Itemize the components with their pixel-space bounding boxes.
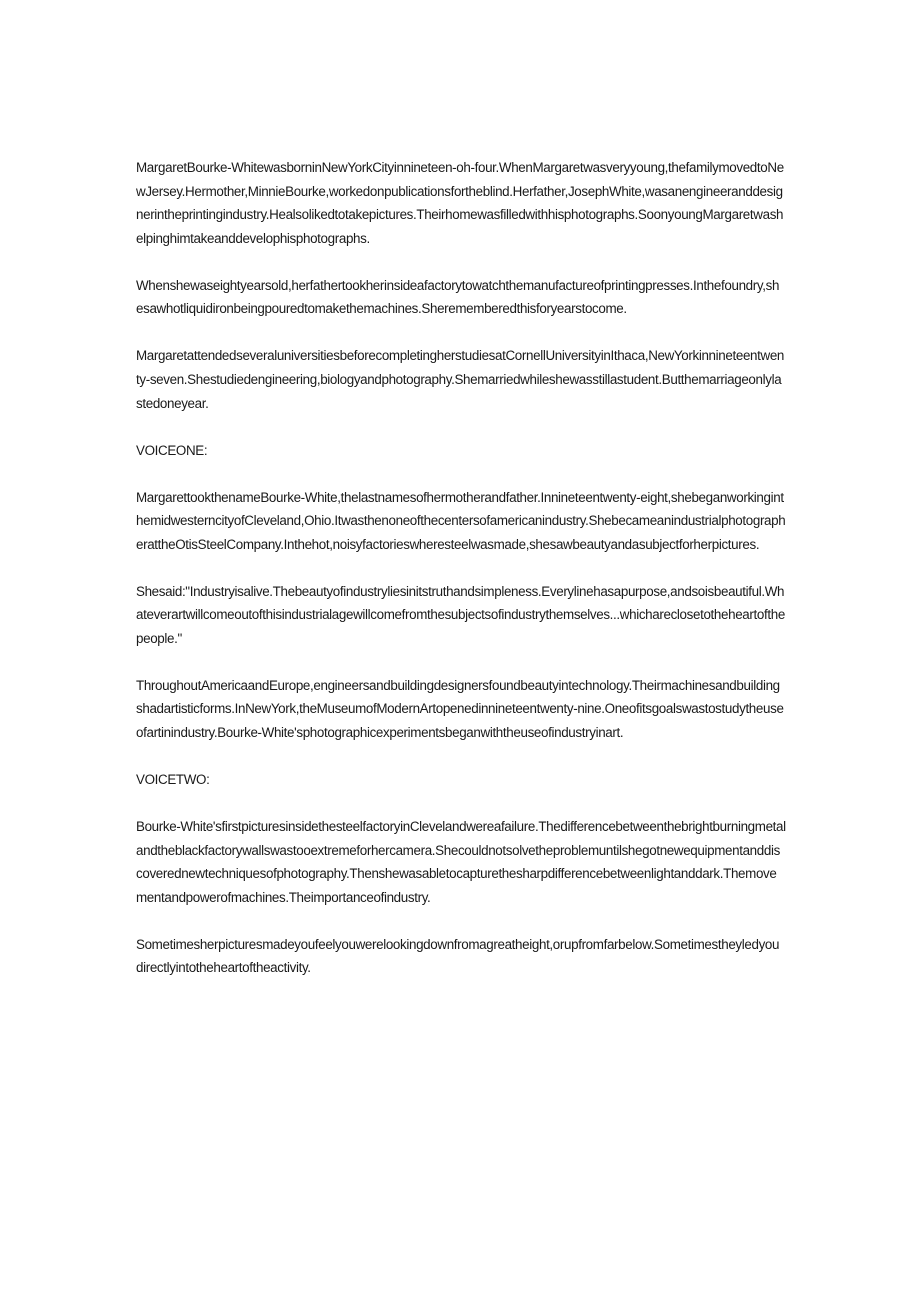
paragraph-birth: MargaretBourke-WhitewasborninNewYorkCityinnineteen-oh-four.WhenMargaretwasveryyoung,thefamilymovedtoNewJersey.Hermother,MinnieBourke,workedonpublicationsfortheblind.Herfather,JosephWhite,wasanengineeranddesignerintheprintingindustry.Healsolikedtotakepictures.Theirhomewasfilledwithhisphotographs.SoonyoungMargaretwashelpinghimtakeanddevelophisphotographs. bbox=[136, 160, 784, 246]
paragraph-perspective: Sometimesherpicturesmadeyoufeelyouwerelookingdownfromagreatheight,orupfromfarbelow.Sometimestheyledyoudirectlyintotheheartoftheactivity. bbox=[136, 936, 780, 976]
paragraph-cleveland: MargarettookthenameBourke-White,thelastnamesofhermotherandfather.Innineteentwenty-eight,shebeganworkinginthemidwesterncityofCleveland,Ohio.Itwasthenoneofthecentersofamericanindustry.ShebecameanindustrialphotographerattheOtisSteelCompany.Inthehot,noisyfactorieswheresteelwasmade,shesawbeautyandasubjectforherpictures. bbox=[136, 489, 786, 552]
paragraph-quote: Shesaid:"Industryisalive.Thebeautyofindustryliesinitstruthandsimpleness.Everylinehasapurpose,andsoisbeautiful.Whateverartwillcomeoutofthisindustrialagewillcomefromthesubjectsofindustrythemselves...whichareclosetotheheartofthepeople." bbox=[136, 583, 785, 646]
paragraph-factory-visit: Whenshewaseightyearsold,herfathertookherinsideafactorytowatchthemanufactureofprintingpresses.Inthefoundry,shesawhotliquidironbeingpouredtomakethemachines.Sherememberedthisforyearstocome. bbox=[136, 277, 780, 317]
paragraph-first-pictures: Bourke-White'sfirstpicturesinsidethesteelfactoryinClevelandwereafailure.Thedifferencebetweenthebrightburningmetalandtheblackfactorywallswastooextremeforhercamera.Shecouldnotsolvetheproblemuntilshegotnewequipmentanddiscoverednewtechniquesofphotography.Thenshewasabletocapturethesharpdifferencebetweenlightanddark.Themovementandpowerofmachines.Theimportanceofindustry. bbox=[136, 819, 786, 905]
speaker-label-voice-one: VOICEONE: bbox=[136, 442, 208, 458]
paragraph-education: MargaretattendedseveraluniversitiesbeforecompletingherstudiesatCornellUniversityinIthaca,NewYorkinnineteentwenty-seven.Shestudiedengineering,biologyandphotography.Shemarriedwhileshewasstillastudent.Butthemarriageonlylastedoneyear. bbox=[136, 348, 785, 411]
paragraph-technology: ThroughoutAmericaandEurope,engineersandbuildingdesignersfoundbeautyintechnology.Theirmachinesandbuildingshadartisticforms.InNewYork,theMuseumofModernArtopenedinnineteentwenty-nine.Oneofitsgoalswastostudytheuseofartinindustry.Bourke-White'sphotographicexperimentsbeganwiththeuseofindustryinart. bbox=[136, 677, 784, 741]
speaker-label-voice-two: VOICETWO: bbox=[136, 772, 210, 788]
document-body bbox=[136, 156, 786, 1003]
